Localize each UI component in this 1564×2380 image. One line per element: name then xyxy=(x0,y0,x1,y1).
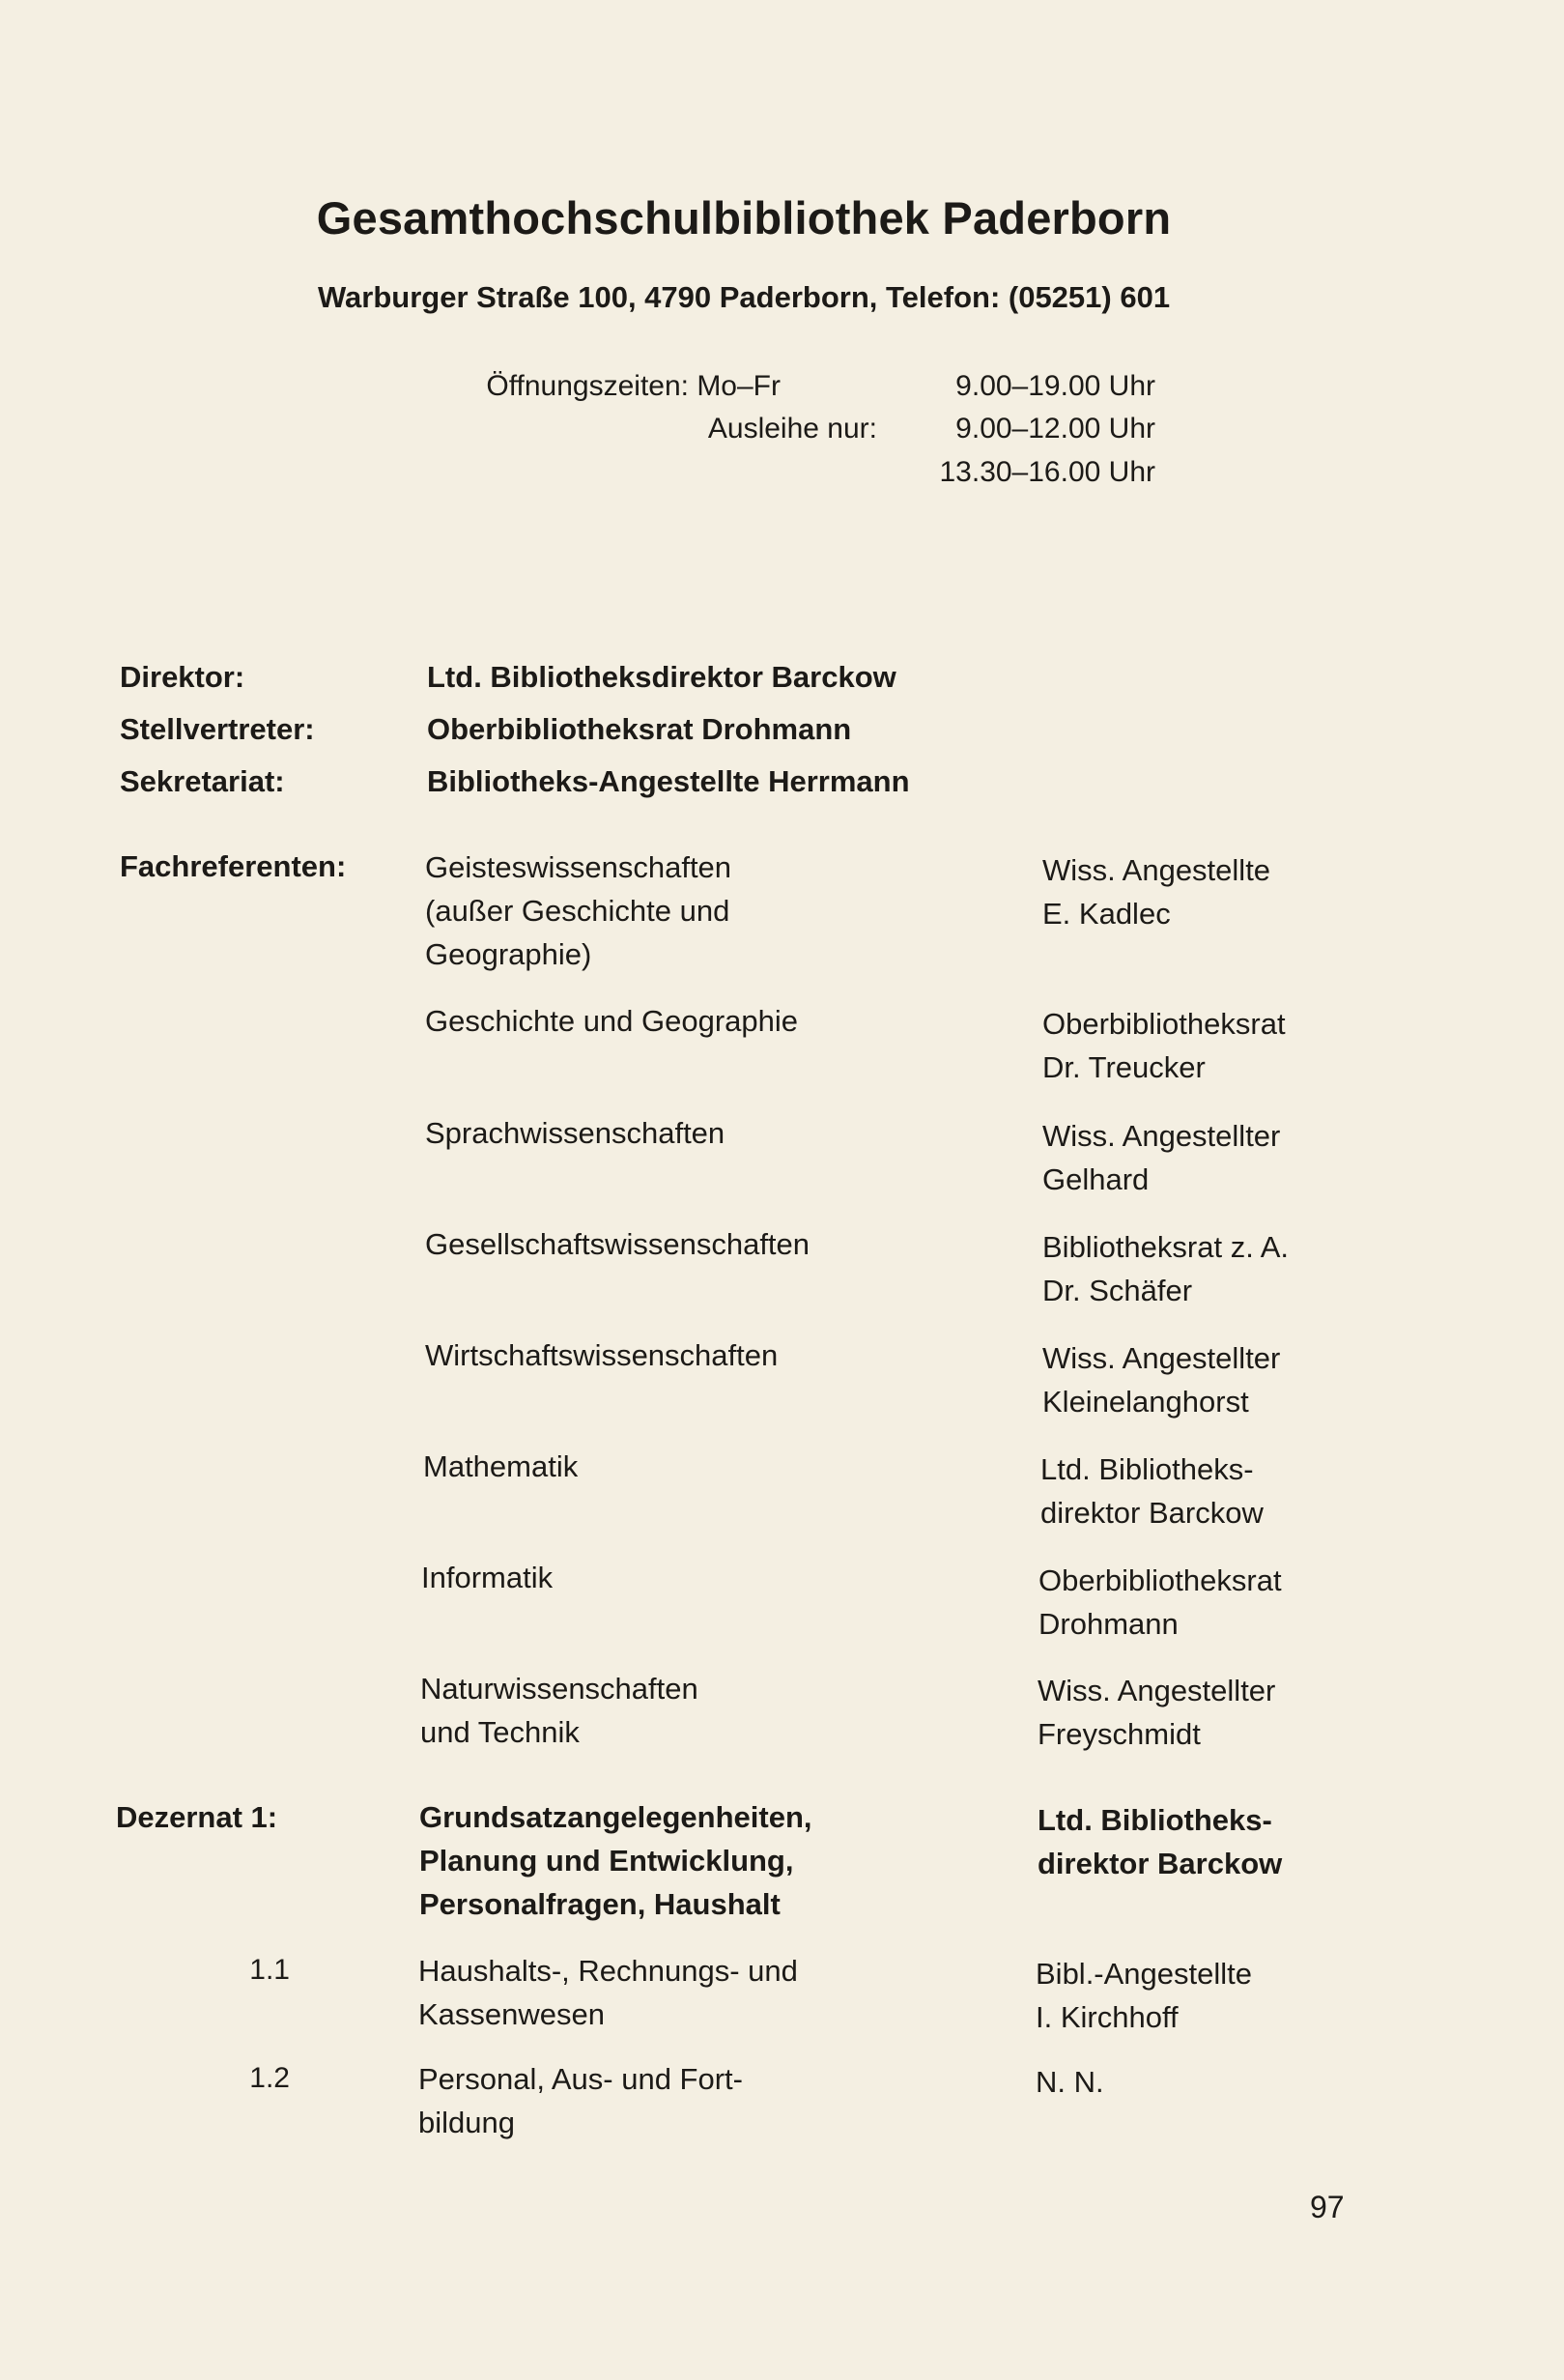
person-line: Oberbibliotheksrat xyxy=(1042,1007,1286,1041)
subject-line: Naturwissenschaften xyxy=(420,1672,698,1706)
person-cell xyxy=(1042,1002,1286,1089)
person-line: Wiss. Angestellter xyxy=(1038,1674,1276,1707)
hours-label-open: Öffnungszeiten: Mo–Fr xyxy=(486,370,781,402)
subject-cell xyxy=(425,1111,725,1155)
person-line: Wiss. Angestellter xyxy=(1042,1119,1281,1153)
subject-line: bildung xyxy=(418,2106,515,2139)
person-line: Wiss. Angestellter xyxy=(1042,1341,1281,1375)
person-cell xyxy=(1042,1336,1280,1423)
person-cell xyxy=(1042,1225,1289,1312)
subject-line: Haushalts-, Rechnungs- und xyxy=(418,1954,798,1988)
subject-cell xyxy=(425,999,798,1043)
subject-cell xyxy=(425,1333,778,1377)
item-number: 1.2 xyxy=(249,2062,290,2094)
hours-value-open: 9.00–19.00 Uhr xyxy=(955,370,1155,402)
subject-cell xyxy=(423,1445,578,1488)
hours-value-loan-2: 13.30–16.00 Uhr xyxy=(939,456,1155,488)
subject-line: Informatik xyxy=(421,1561,554,1594)
subject-line: Geisteswissenschaften xyxy=(425,850,732,884)
subject-line: Planung und Entwicklung, xyxy=(419,1844,794,1878)
staff-value: Oberbibliotheksrat Drohmann xyxy=(427,712,852,746)
page-title: Gesamthochschulbibliothek Paderborn xyxy=(316,192,1172,244)
subject-line: und Technik xyxy=(420,1715,580,1749)
subject-cell xyxy=(418,2057,743,2144)
person-line: Dr. Treucker xyxy=(1042,1050,1206,1084)
subject-line: Mathematik xyxy=(423,1449,579,1483)
subject-cell xyxy=(421,1556,553,1599)
person-line: Freyschmidt xyxy=(1038,1717,1201,1751)
person-cell xyxy=(1042,848,1270,935)
subject-line: Geographie) xyxy=(425,937,592,971)
subject-line: Kassenwesen xyxy=(418,1997,606,2031)
staff-value: Ltd. Bibliotheksdirektor Barckow xyxy=(427,660,896,694)
person-cell xyxy=(1036,1952,1252,2039)
person-cell xyxy=(1036,2060,1104,2104)
staff-value: Bibliotheks-Angestellte Herrmann xyxy=(427,764,910,798)
address-line: Warburger Straße 100, 4790 Paderborn, Telefon: (05251) 601 xyxy=(317,280,1171,314)
subject-cell xyxy=(425,846,731,976)
hours-value-loan-1: 9.00–12.00 Uhr xyxy=(955,413,1155,444)
person-line: Gelhard xyxy=(1042,1162,1150,1196)
hours-label-loan: Ausleihe nur: xyxy=(707,413,877,444)
dezernat-subject xyxy=(419,1795,812,1926)
subject-line: Personal, Aus- und Fort- xyxy=(418,2062,743,2096)
person-line: Ltd. Bibliotheks- xyxy=(1038,1803,1272,1837)
person-line: Dr. Schäfer xyxy=(1042,1274,1193,1307)
person-line: Oberbibliotheksrat xyxy=(1038,1563,1282,1597)
person-line: direktor Barckow xyxy=(1038,1847,1283,1880)
person-line: Bibl.-Angestellte xyxy=(1036,1957,1253,1991)
person-cell xyxy=(1042,1114,1280,1201)
item-number: 1.1 xyxy=(249,1954,290,1986)
staff-label: Sekretariat: xyxy=(120,764,285,798)
person-line: Drohmann xyxy=(1038,1607,1179,1641)
subject-line: Wirtschaftswissenschaften xyxy=(425,1338,779,1372)
subject-line: Grundsatzangelegenheiten, xyxy=(419,1800,812,1834)
person-line: Bibliotheksrat z. A. xyxy=(1042,1230,1290,1264)
person-cell xyxy=(1040,1448,1264,1534)
subject-cell xyxy=(420,1667,698,1754)
staff-label: Stellvertreter: xyxy=(120,712,315,746)
dezernat-label: Dezernat 1: xyxy=(116,1800,278,1834)
person-line: N. N. xyxy=(1036,2065,1104,2099)
person-line: Kleinelanghorst xyxy=(1042,1385,1249,1419)
subject-line: Personalfragen, Haushalt xyxy=(419,1887,781,1921)
person-line: E. Kadlec xyxy=(1042,897,1171,931)
page-number: 97 xyxy=(1310,2190,1345,2224)
subject-line: Sprachwissenschaften xyxy=(425,1116,725,1150)
person-cell xyxy=(1038,1559,1282,1646)
person-line: Ltd. Bibliotheks- xyxy=(1040,1452,1254,1486)
person-line: Wiss. Angestellte xyxy=(1042,853,1271,887)
subject-cell xyxy=(425,1222,810,1266)
fachreferenten-label: Fachreferenten: xyxy=(120,849,347,883)
subject-cell xyxy=(418,1949,798,2036)
person-line: I. Kirchhoff xyxy=(1036,2000,1179,2034)
subject-line: (außer Geschichte und xyxy=(425,894,730,928)
subject-line: Geschichte und Geographie xyxy=(425,1004,799,1038)
dezernat-person xyxy=(1038,1798,1282,1885)
person-cell xyxy=(1038,1669,1275,1756)
staff-label: Direktor: xyxy=(120,660,245,694)
subject-line: Gesellschaftswissenschaften xyxy=(425,1227,810,1261)
person-line: direktor Barckow xyxy=(1040,1496,1264,1530)
